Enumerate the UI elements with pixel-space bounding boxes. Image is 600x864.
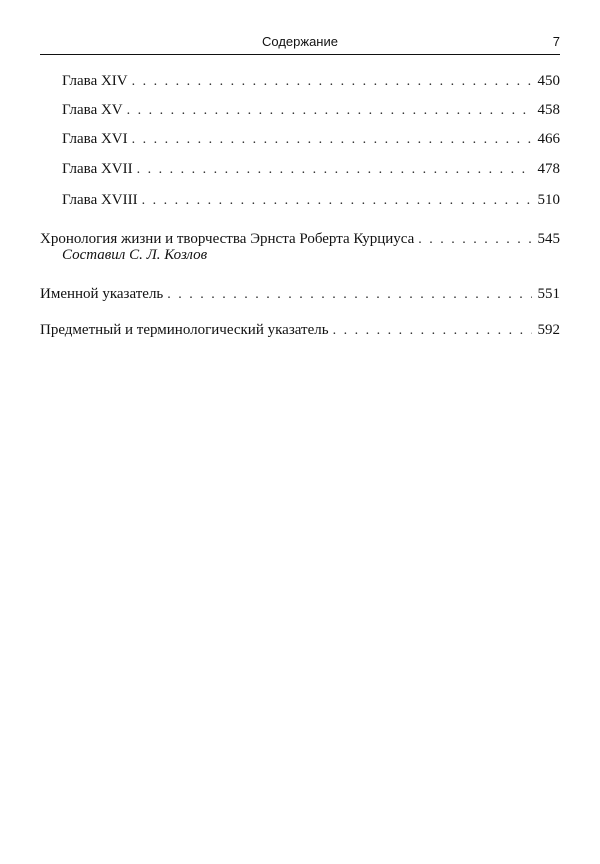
toc-entry-page: 478 (537, 161, 560, 177)
dot-leader (333, 320, 532, 342)
toc-entry-chapter-xv[interactable] (62, 99, 560, 121)
toc-entry-title: Глава XIV (62, 73, 128, 89)
dot-leader (418, 229, 531, 251)
toc-entry-title: Хронология жизни и творчества Эрнста Роберта Курциуса (40, 231, 415, 247)
running-head (40, 34, 560, 52)
page-number: 7 (552, 34, 560, 49)
toc-entry-chapter-xiv[interactable] (62, 70, 560, 92)
toc-entry-chapter-xviii[interactable] (62, 189, 560, 211)
toc-entry-page: 466 (537, 131, 560, 147)
toc-entry-name-index[interactable] (40, 283, 560, 305)
header-rule (40, 54, 560, 55)
toc-entry-title: Глава XV (62, 102, 123, 118)
toc-entry-page: 551 (537, 286, 560, 302)
toc-entry-page: 510 (537, 192, 560, 208)
toc-entry-page: 450 (537, 73, 560, 89)
running-title: Содержание (262, 34, 338, 49)
toc-entry-title: Именной указатель (40, 286, 164, 302)
toc-entry-subject-index[interactable] (40, 319, 560, 341)
toc-entry-title: Глава XVII (62, 161, 133, 177)
toc-entry-chapter-xvi[interactable] (62, 128, 560, 150)
dot-leader (127, 100, 532, 122)
toc-entry-title: Глава XVIII (62, 192, 138, 208)
dot-leader (137, 159, 532, 181)
dot-leader (167, 284, 531, 306)
toc-entry-chapter-xvii[interactable] (62, 158, 560, 180)
toc-entry-page: 545 (537, 231, 560, 247)
dot-leader (142, 190, 532, 212)
toc-entry-page: 458 (537, 102, 560, 118)
toc-entry-title: Глава XVI (62, 131, 128, 147)
chronology-author: Составил С. Л. Козлов (62, 247, 208, 263)
toc-entry-page: 592 (537, 322, 560, 338)
toc-entry-title: Предметный и терминологический указатель (40, 322, 329, 338)
dot-leader (132, 129, 532, 151)
dot-leader (132, 71, 532, 93)
